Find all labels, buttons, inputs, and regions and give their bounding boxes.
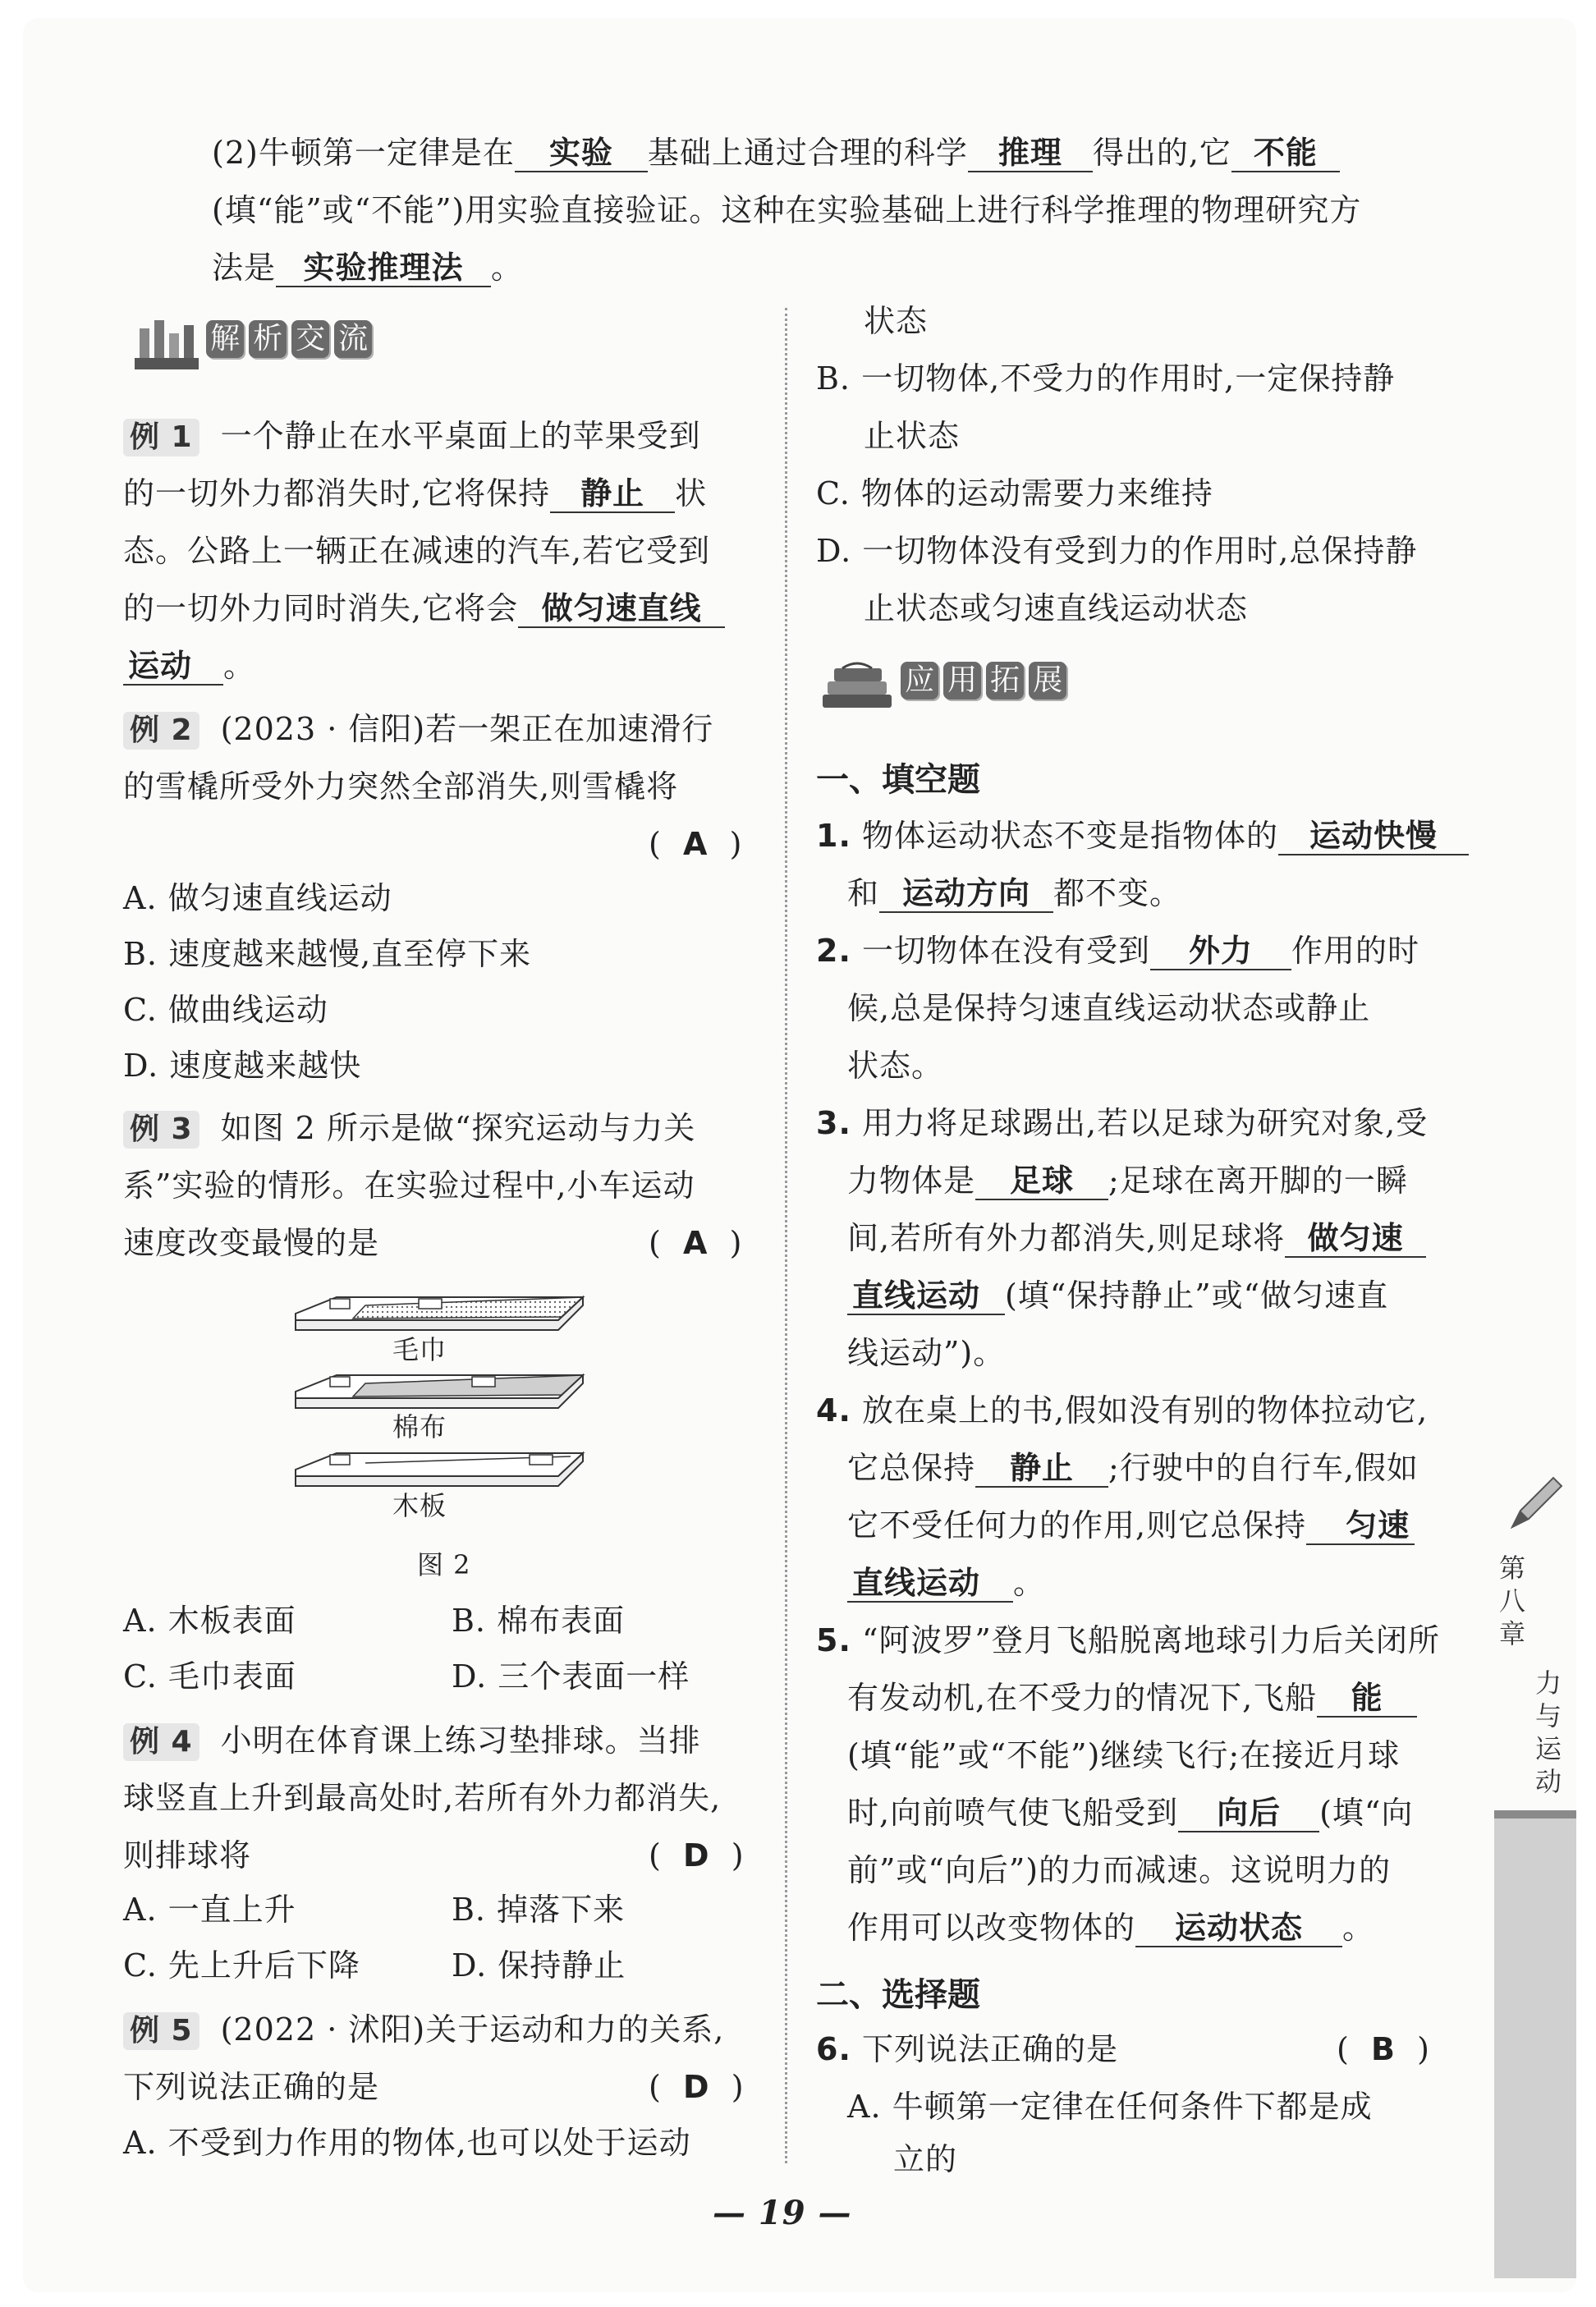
part-2-title: 二、选择题 [816, 1976, 980, 2014]
option-d: D. 一切物体没有受到力的作用时,总保持静 [816, 533, 1418, 569]
option-d-cont: 止状态或匀速直线运动状态 [864, 590, 1249, 626]
example-1-line-2: 的一切外力都消失时,它将保持 静止 状 [123, 475, 708, 511]
question-3-line-3: 间,若所有外力都消失,则足球将 做匀速 [847, 1217, 1426, 1259]
example-1-line-4: 的一切外力同时消失,它将会 做匀速直线 [123, 587, 725, 630]
example-3-line-2: 系”实验的情形。在实验过程中,小车运动 [123, 1167, 695, 1204]
option-a-cont: 状态 [864, 303, 929, 339]
example-4-answer: ( D ) [649, 1837, 745, 1874]
side-chapter-title: 力 与 运 动 [1535, 1667, 1562, 1797]
heading-char: 解 [206, 320, 244, 358]
answer-blank: 匀速 [1306, 1507, 1415, 1545]
option-b: B. 速度越来越慢,直至停下来 [123, 936, 532, 972]
question-5-line-5: 前”或“向后”)的力而减速。这说明力的 [847, 1852, 1392, 1888]
answer-blank: 静止 [550, 475, 675, 513]
heading-char: 展 [1029, 662, 1066, 699]
option-a: A. 做匀速直线运动 [123, 880, 392, 916]
question-5-line-4: 时,向前喷气使飞船受到 向后 (填“向 [847, 1795, 1414, 1831]
answer-blank: 向后 [1178, 1795, 1319, 1832]
question-5-line-1: 5. “阿波罗”登月飞船脱离地球引力后关闭所 [816, 1622, 1440, 1658]
question-3-line-2: 力物体是 足球 ;足球在离开脚的一瞬 [847, 1163, 1408, 1199]
heading-char: 析 [249, 320, 287, 358]
question-4-line-3: 它不受任何力的作用,则它总保持 匀速 [847, 1504, 1415, 1547]
example-2-line-2: 的雪橇所受外力突然全部消失,则雪橇将 [123, 768, 679, 805]
example-1-line-5: 运动 。 [123, 644, 255, 687]
answer-blank: 运动快慢 [1278, 818, 1469, 855]
intro-line-3: 法是 实验推理法 。 [212, 250, 524, 286]
question-3-line-4: 直线运动 (填“保持静止”或“做匀速直 [847, 1274, 1388, 1317]
heading-char: 用 [943, 662, 981, 699]
example-2-line-1: 例 2 (2023 · 信阳)若一架正在加速滑行 [123, 708, 713, 750]
question-4-line-1: 4. 放在桌上的书,假如没有别的物体拉动它, [816, 1392, 1429, 1429]
option-b: B. 棉布表面 [452, 1603, 626, 1639]
answer-blank: 做匀速 [1285, 1220, 1426, 1258]
part-1-title: 一、填空题 [816, 761, 980, 799]
question-2-line-1: 2. 一切物体在没有受到 外力 作用的时 [816, 933, 1420, 969]
example-4-line-3: 则排球将 [123, 1837, 252, 1874]
example-5-line-2: 下列说法正确的是 [123, 2069, 380, 2105]
side-tab-bar [1494, 1810, 1576, 1819]
example-3-line-3: 速度改变最慢的是 [123, 1225, 380, 1261]
option-d: D. 保持静止 [452, 1947, 626, 1984]
question-5-line-3: (填“能”或“不能”)继续飞行;在接近月球 [847, 1737, 1401, 1773]
books-icon [818, 657, 897, 714]
surface-label-cotton: 棉布 [392, 1411, 447, 1442]
example-2-answer: ( A ) [649, 826, 743, 862]
example-3-line-1: 例 3 如图 2 所示是做“探究运动与力关 [123, 1107, 695, 1149]
heading-char: 拓 [986, 662, 1024, 699]
example-5-line-1: 例 5 (2022 · 沭阳)关于运动和力的关系, [123, 2008, 724, 2051]
answer-blank: 推理 [968, 135, 1093, 172]
question-3-line-1: 3. 用力将足球踢出,若以足球为研究对象,受 [816, 1105, 1429, 1141]
side-tab [1494, 1819, 1576, 2278]
figure-2-ramps [287, 1281, 616, 1511]
example-5-answer: ( D ) [649, 2069, 745, 2105]
example-4-line-1: 例 4 小明在体育课上练习垫排球。当排 [123, 1719, 701, 1762]
surface-label-towel: 毛巾 [392, 1334, 447, 1365]
answer-blank: 静止 [975, 1450, 1108, 1488]
answer-blank: 运动 [123, 648, 223, 686]
question-6-line-1: 6. 下列说法正确的是 [816, 2031, 1118, 2067]
heading-char: 交 [291, 320, 329, 358]
answer-blank: 运动方向 [879, 875, 1053, 913]
question-5-line-2: 有发动机,在不受力的情况下,飞船 能 [847, 1676, 1417, 1719]
section-heading-analysis [131, 315, 377, 373]
answer-blank: 足球 [975, 1163, 1108, 1200]
heading-char: 应 [901, 662, 938, 699]
answer-blank: 不能 [1231, 135, 1340, 172]
answer-blank: 实验 [515, 135, 648, 172]
example-tag: 例 2 [123, 712, 200, 750]
option-d: D. 速度越来越快 [123, 1048, 362, 1084]
answer-blank: 能 [1317, 1680, 1417, 1718]
question-2-line-3: 状态。 [847, 1048, 944, 1084]
section-heading-application [818, 657, 1071, 714]
answer-blank: 外力 [1150, 933, 1291, 970]
answer-blank: 直线运动 [847, 1277, 1005, 1315]
option-c: C. 毛巾表面 [123, 1658, 296, 1695]
option-a: A. 牛顿第一定律在任何条件下都是成 [847, 2089, 1373, 2125]
answer-blank: 直线运动 [847, 1565, 1013, 1603]
option-a-cont: 立的 [893, 2141, 958, 2177]
column-divider [785, 308, 787, 2163]
option-c: C. 做曲线运动 [123, 992, 328, 1028]
option-b: B. 掉落下来 [452, 1892, 626, 1928]
example-tag: 例 1 [123, 419, 200, 456]
option-a: A. 木板表面 [123, 1603, 296, 1639]
side-chapter-label: 第 八 章 [1499, 1553, 1526, 1649]
question-4-line-4: 直线运动 。 [847, 1562, 1045, 1604]
bar-chart-icon [131, 315, 202, 373]
question-1-line-2: 和 运动方向 都不变。 [847, 875, 1182, 911]
example-4-line-2: 球竖直上升到最高处时,若所有外力都消失, [123, 1780, 722, 1816]
question-5-line-6: 作用可以改变物体的 运动状态 。 [847, 1910, 1375, 1946]
intro-line-2: (填“能”或“不能”)用实验直接验证。这种在实验基础上进行科学推理的物理研究方 [212, 192, 1362, 228]
answer-blank: 实验推理法 [276, 250, 491, 287]
example-tag: 例 3 [123, 1111, 200, 1149]
example-tag: 例 4 [123, 1723, 200, 1761]
option-c: C. 先上升后下降 [123, 1947, 360, 1984]
answer-blank: 运动状态 [1135, 1910, 1342, 1947]
question-1-line-1: 1. 物体运动状态不变是指物体的 运动快慢 [816, 814, 1469, 857]
question-4-line-2: 它总保持 静止 ;行驶中的自行车,假如 [847, 1450, 1419, 1486]
pencil-icon [1504, 1470, 1570, 1535]
example-tag: 例 5 [123, 2012, 200, 2050]
option-b: B. 一切物体,不受力的作用时,一定保持静 [816, 360, 1396, 397]
page-number: — 19 — [713, 2194, 852, 2232]
intro-line-1: (2)牛顿第一定律是在 实验 基础上通过合理的科学 推理 得出的,它 不能 [212, 131, 1340, 174]
option-c: C. 物体的运动需要力来维持 [816, 475, 1213, 511]
example-3-answer: ( A ) [649, 1225, 743, 1261]
question-3-line-5: 线运动”)。 [847, 1335, 1006, 1371]
example-1-line-1: 例 1 一个静止在水平桌面上的苹果受到 [123, 415, 701, 457]
example-1-line-3: 态。公路上一辆正在减速的汽车,若它受到 [123, 533, 711, 569]
option-b-cont: 止状态 [864, 418, 961, 454]
question-2-line-2: 候,总是保持匀速直线运动状态或静止 [847, 990, 1371, 1026]
option-d: D. 三个表面一样 [452, 1658, 690, 1695]
heading-char: 流 [334, 320, 372, 358]
option-a: A. 不受到力作用的物体,也可以处于运动 [123, 2125, 691, 2161]
option-a: A. 一直上升 [123, 1892, 296, 1928]
answer-blank: 做匀速直线 [518, 590, 725, 628]
figure-caption: 图 2 [417, 1549, 471, 1580]
question-6-answer: ( B ) [1337, 2031, 1430, 2067]
surface-label-wood: 木板 [392, 1490, 447, 1521]
